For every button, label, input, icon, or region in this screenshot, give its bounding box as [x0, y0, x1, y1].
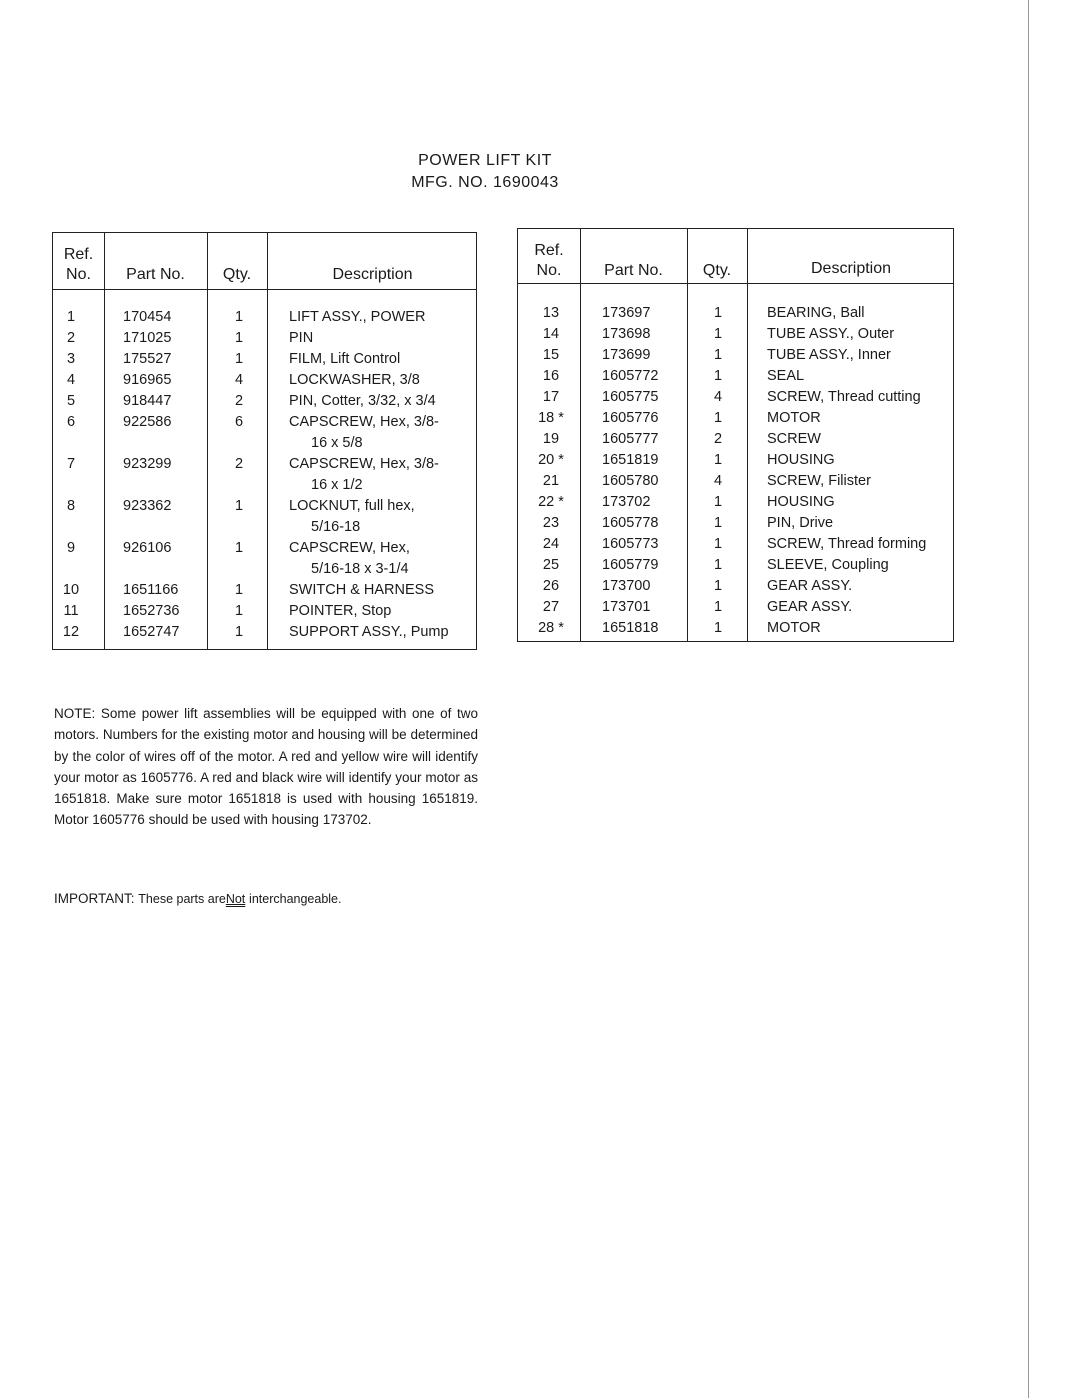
quantity: 1 — [234, 351, 244, 367]
ref-number: 10 — [62, 582, 80, 598]
ref-number: 23 — [542, 515, 560, 531]
part-number: 173701 — [602, 599, 651, 615]
part-number: 1652747 — [123, 624, 180, 640]
description: CAPSCREW, Hex, — [289, 540, 410, 556]
description: SUPPORT ASSY., Pump — [289, 624, 449, 640]
table-row — [518, 492, 953, 513]
table-row — [518, 471, 953, 492]
description: SCREW, Filister — [767, 473, 871, 489]
quantity: 1 — [234, 624, 244, 640]
part-number: 926106 — [123, 540, 172, 556]
quantity: 1 — [234, 330, 244, 346]
description-continuation: 5/16-18 x 3-1/4 — [311, 561, 409, 577]
header-ref-no: Ref. No. — [63, 246, 94, 283]
description: TUBE ASSY., Outer — [767, 326, 895, 342]
quantity: 4 — [713, 389, 723, 405]
quantity: 1 — [713, 536, 723, 552]
part-number: 922586 — [123, 414, 172, 430]
important-text-post: interchangeable. — [249, 892, 342, 906]
table-row-continuation — [53, 559, 476, 580]
part-number: 173700 — [602, 578, 651, 594]
part-number: 173699 — [602, 347, 651, 363]
quantity: 2 — [713, 431, 723, 447]
document-title: POWER LIFT KIT — [418, 152, 552, 169]
table-row — [518, 534, 953, 555]
ref-number: 16 — [542, 368, 560, 384]
page-edge-line — [1028, 0, 1029, 1398]
quantity: 1 — [713, 557, 723, 573]
part-number: 1605778 — [602, 515, 659, 531]
quantity: 1 — [713, 578, 723, 594]
table-row — [53, 307, 476, 328]
quantity: 2 — [234, 456, 244, 472]
description: SCREW — [767, 431, 821, 447]
quantity: 1 — [713, 452, 723, 468]
ref-number: 1 — [66, 309, 76, 325]
description: GEAR ASSY. — [767, 599, 853, 615]
part-number: 1651819 — [602, 452, 659, 468]
part-number: 173697 — [602, 305, 651, 321]
part-number: 1605775 — [602, 389, 659, 405]
table-row — [53, 580, 476, 601]
part-number: 1652736 — [123, 603, 180, 619]
important-label: IMPORTANT: — [54, 891, 135, 906]
description: POINTER, Stop — [289, 603, 392, 619]
description: HOUSING — [767, 452, 835, 468]
part-number: 1651818 — [602, 620, 659, 636]
quantity: 1 — [713, 599, 723, 615]
table-row — [53, 454, 476, 475]
table-row — [518, 345, 953, 366]
table-row — [518, 597, 953, 618]
part-number: 170454 — [123, 309, 172, 325]
description: TUBE ASSY., Inner — [767, 347, 891, 363]
quantity: 1 — [713, 347, 723, 363]
table-row — [53, 391, 476, 412]
table-row — [53, 538, 476, 559]
description: SLEEVE, Coupling — [767, 557, 889, 573]
description: LOCKNUT, full hex, — [289, 498, 415, 514]
ref-number: 27 — [542, 599, 560, 615]
ref-number: 4 — [66, 372, 76, 388]
table-row-continuation — [53, 433, 476, 454]
part-number: 1605773 — [602, 536, 659, 552]
header-part-no: Part No. — [126, 266, 185, 283]
description-continuation: 5/16-18 — [311, 519, 361, 535]
description: HOUSING — [767, 494, 835, 510]
description: BEARING, Ball — [767, 305, 865, 321]
table-row — [518, 429, 953, 450]
quantity: 1 — [713, 368, 723, 384]
table-row — [518, 555, 953, 576]
table-row — [518, 366, 953, 387]
ref-number: 19 — [542, 431, 560, 447]
ref-number: 9 — [66, 540, 76, 556]
description: SEAL — [767, 368, 805, 384]
quantity: 6 — [234, 414, 244, 430]
description: LIFT ASSY., POWER — [289, 309, 426, 325]
quantity: 1 — [234, 309, 244, 325]
part-number: 1605780 — [602, 473, 659, 489]
important-not: Not — [225, 892, 246, 906]
table-row — [53, 601, 476, 622]
description: CAPSCREW, Hex, 3/8- — [289, 414, 439, 430]
ref-number: 15 — [542, 347, 560, 363]
ref-number: 13 — [542, 305, 560, 321]
part-number: 173702 — [602, 494, 651, 510]
quantity: 1 — [234, 603, 244, 619]
important-line — [54, 891, 341, 906]
part-number: 918447 — [123, 393, 172, 409]
ref-number: 8 — [66, 498, 76, 514]
table-row — [518, 408, 953, 429]
header-part-no: Part No. — [604, 262, 663, 279]
header-qty: Qty. — [702, 262, 732, 279]
ref-number: 12 — [62, 624, 80, 640]
ref-number: 7 — [66, 456, 76, 472]
description-continuation: 16 x 1/2 — [311, 477, 363, 493]
table-row — [518, 324, 953, 345]
quantity: 4 — [234, 372, 244, 388]
ref-number: 20 * — [538, 452, 564, 468]
quantity: 1 — [234, 498, 244, 514]
ref-number: 25 — [542, 557, 560, 573]
table-row — [518, 303, 953, 324]
part-number: 173698 — [602, 326, 651, 342]
quantity: 1 — [713, 620, 723, 636]
part-number: 1605772 — [602, 368, 659, 384]
description-continuation: 16 x 5/8 — [311, 435, 363, 451]
ref-number: 22 * — [538, 494, 564, 510]
description: MOTOR — [767, 410, 821, 426]
description: MOTOR — [767, 620, 821, 636]
ref-number: 5 — [66, 393, 76, 409]
ref-number: 28 * — [538, 620, 564, 636]
header-description: Description — [332, 266, 413, 283]
quantity: 2 — [234, 393, 244, 409]
table-row — [518, 618, 953, 639]
part-number: 1605777 — [602, 431, 659, 447]
table-row — [53, 412, 476, 433]
ref-number: 24 — [542, 536, 560, 552]
part-number: 171025 — [123, 330, 172, 346]
table-row-continuation — [53, 517, 476, 538]
ref-number: 14 — [542, 326, 560, 342]
parts-table-right — [517, 228, 954, 642]
description: SWITCH & HARNESS — [289, 582, 435, 598]
table-row — [53, 349, 476, 370]
table-row — [53, 496, 476, 517]
ref-number: 2 — [66, 330, 76, 346]
part-number: 1605779 — [602, 557, 659, 573]
parts-table-left — [52, 232, 477, 650]
note-paragraph: NOTE: Some power lift assemblies will be equipped with one of two motors. Numbers for the existing motor and housing will be determined by the color of wires off of the motor. A red and yellow wire will identify your motor as 1605776. A red and black wire will identify your motor as 1651818. Make sure motor 1651818 is used with housing 1651819. Motor 1605776 should be used with housing 173702. — [54, 706, 478, 828]
header-ref-no: Ref. No. — [534, 242, 564, 279]
table-row — [518, 513, 953, 534]
quantity: 1 — [713, 515, 723, 531]
quantity: 4 — [713, 473, 723, 489]
part-number: 1651166 — [123, 582, 179, 598]
table-row — [518, 387, 953, 408]
description: GEAR ASSY. — [767, 578, 853, 594]
header-qty: Qty. — [222, 266, 252, 283]
quantity: 1 — [713, 494, 723, 510]
table-row-continuation — [53, 475, 476, 496]
important-text-pre: These parts are — [138, 892, 226, 906]
part-number: 923299 — [123, 456, 172, 472]
part-number: 916965 — [123, 372, 172, 388]
ref-number: 18 * — [538, 410, 564, 426]
description: PIN, Cotter, 3/32, x 3/4 — [289, 393, 436, 409]
ref-number: 3 — [66, 351, 76, 367]
quantity: 1 — [713, 410, 723, 426]
header-description: Description — [810, 260, 892, 277]
ref-number: 17 — [542, 389, 560, 405]
table-row — [518, 450, 953, 471]
description: LOCKWASHER, 3/8 — [289, 372, 420, 388]
description: CAPSCREW, Hex, 3/8- — [289, 456, 439, 472]
part-number: 175527 — [123, 351, 172, 367]
quantity: 1 — [713, 326, 723, 342]
description: FILM, Lift Control — [289, 351, 401, 367]
quantity: 1 — [234, 540, 244, 556]
table-row — [53, 370, 476, 391]
description: PIN, Drive — [767, 515, 834, 531]
ref-number: 6 — [66, 414, 76, 430]
ref-number: 26 — [542, 578, 560, 594]
description: PIN — [289, 330, 314, 346]
part-number: 923362 — [123, 498, 172, 514]
quantity: 1 — [713, 305, 723, 321]
description: SCREW, Thread cutting — [767, 389, 921, 405]
table-row — [53, 328, 476, 349]
mfg-number: MFG. NO. 1690043 — [411, 174, 559, 191]
description: SCREW, Thread forming — [767, 536, 927, 552]
table-row — [53, 622, 476, 643]
ref-number: 21 — [542, 473, 560, 489]
table-row — [518, 576, 953, 597]
part-number: 1605776 — [602, 410, 659, 426]
quantity: 1 — [234, 582, 244, 598]
ref-number: 11 — [63, 603, 79, 619]
